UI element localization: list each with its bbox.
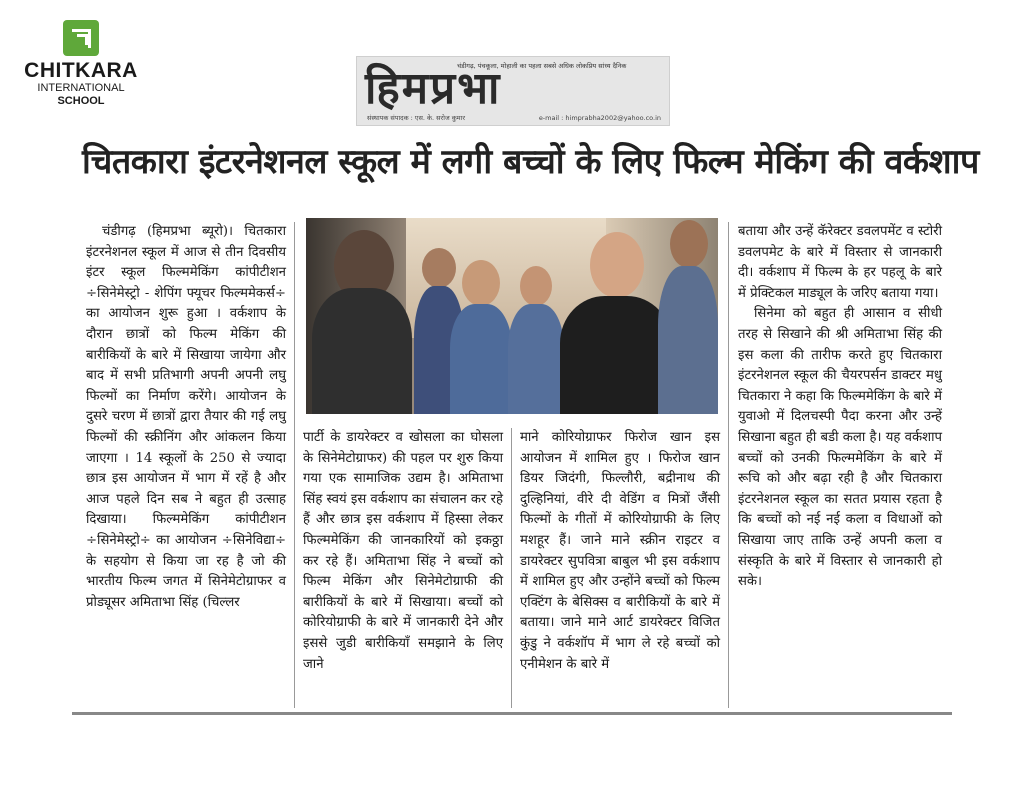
school-logo	[22, 20, 140, 108]
article-column-1	[86, 222, 286, 613]
logo-mark-icon	[63, 20, 99, 56]
column-2-text: पार्टी के डायरेक्टर व खोसला का घोसला के सिनेमेटोग्राफर) की पहल पर शुरु किया गया एक सामाजिक उद्यम है। अमिताभा सिंह स्वयं इस वर्कशाप का संचालन कर रहे हैं और छात्र इस वर्कशाप में हिस्सा लेकर फिल्ममेकिंग की जानकारियों को इकठ्ठा कर रहे हैं। अमिताभा सिंह ने बच्चों को फिल्म मेकिंग और सिनेमेटोग्राफी की बारीकियों के बारे में सिखाया। बच्चों को कोरियोग्राफी के बारे में जानकारी देने और इससे जुडी बारीकियाँ समझाने के लिए जाने	[303, 430, 503, 672]
bottom-rule	[72, 712, 952, 715]
column-1-text: चंडीगढ़ (हिमप्रभा ब्यूरो)। चितकारा इंटरनेशनल स्कूल में आज से तीन दिवसीय इंटर स्कूल फिल्ममेकिंग कांपीटीशन ÷सिनेमेस्ट्रो - शेपिंग फ्यूचर फिल्ममेकर्स÷ का आयोजन शुरू हुआ । वर्कशाप के दौरान छात्रों को फिल्म मेकिंग की बारीकियों के बारे में सिखाया जायेगा और बाद में सभी प्रतिभागी अपनी अपनी लघु फिल्मों का निर्माण करेंगे। आयोजन के दुसरे चरण में छात्रों द्वारा तैयार की गई लघु फिल्मों की स्क्रीनिंग और आंकलन किया जाएगा । 14 स्कूलों के 250 से ज्यादा छात्र इस आयोजन में भाग में रहें है और आज पहले दिन सब ने बहुत ही उत्साह दिखाया। फिल्ममेकिंग कांपीटीशन ÷सिनेमेस्ट्रो÷ का आयोजन ÷सिनेविद्या÷ के सहयोग से किया जा रह है जो की भारतीय फिल्म जगत में सिनेमेटोग्राफर व प्रोड्यूसर अमिताभा सिंह (चिल्लर	[86, 224, 286, 610]
masthead-editor: संस्थापक संपादक : एस. के. सरोज कुमार	[367, 114, 466, 122]
workshop-photo	[306, 218, 718, 414]
person-figure	[306, 218, 416, 414]
newspaper-masthead	[356, 56, 670, 126]
masthead-email: e-mail : himprabha2002@yahoo.co.in	[538, 114, 661, 122]
logo-name: CHITKARA	[24, 59, 138, 82]
logo-line2: SCHOOL	[57, 95, 105, 107]
masthead-tagline: चंडीगढ़, पंचकूला, मोहाली का पहला सबसे अधिक लोकप्रिय सांध्य दैनिक	[457, 62, 627, 70]
masthead-title: हिमप्रभा	[365, 63, 502, 114]
article-column-2	[303, 428, 503, 675]
column-4-text-b: सिनेमा को बहुत ही आसान व सीधी तरह से सिखाने की श्री अमिताभा सिंह की इस कला की तारीफ करते हुए चितकारा इंटरनेशनल स्कूल की चैयरपर्सन डाक्टर मधु चितकारा ने कहा कि फिल्ममेकिंग के बारे में युवाओ में दिलचस्पी पैदा करना और उन्हें सिखाना बहुत ही बडी कला है। यह वर्कशाप बच्चों को उनकी फिल्ममेकिंग के बारे में रूचि को और बढ़ा रही है और चितकारा इंटरनेशनल स्कूल का सतत प्रयास रहता है कि बच्चों को नई नई कला व विधाओं को सिखाया जाए ताकि उन्हें अपनी कला व संस्कृति के बारे में विस्तार से जानकारी हो सके।	[738, 306, 942, 590]
article-column-4	[738, 222, 942, 593]
logo-line1: INTERNATIONAL	[37, 82, 125, 94]
column-4-text-a: बताया और उन्हें कॅरेक्टर डवलपमेंट व स्टोरी डवलपमेट के बारे में विस्तार से जानकारी दी। वर्कशाप में फिल्म के हर पहलू के बारे में प्रेक्टिकल माड्यूल के जरिए बताया गया।	[738, 224, 942, 301]
article-headline: चितकारा इंटरनेशनल स्कूल में लगी बच्चों के लिए फिल्म मेकिंग की वर्कशाप	[82, 142, 979, 182]
article-column-3	[520, 428, 720, 675]
column-3-text: माने कोरियोग्राफर फिरोज खान इस आयोजन में शामिल हुए । फिरोज खान डियर जिदंगी, फिल्लौरी, बद्रीनाथ की दुल्हिनियां, वीरे दी वेडिंग व मित्रों जैंसी फिल्मों के गीतों में कोरियोग्राफी के लिए मशहूर हैं। जाने माने स्क्रीन राइटर व डायरेक्टर सुपवित्रा बाबुल भी इस वर्कशाप में शामिल हुए और उन्होंने बच्चों को फिल्म एक्टिंग के बेसिक्स व बारीकियों के बारे में बताया। जाने माने आर्ट डायरेक्टर विजित कुंडु ने वर्कशॉप में भाग ले रहे बच्चों को एनीमेशन के बारे में	[520, 430, 720, 672]
